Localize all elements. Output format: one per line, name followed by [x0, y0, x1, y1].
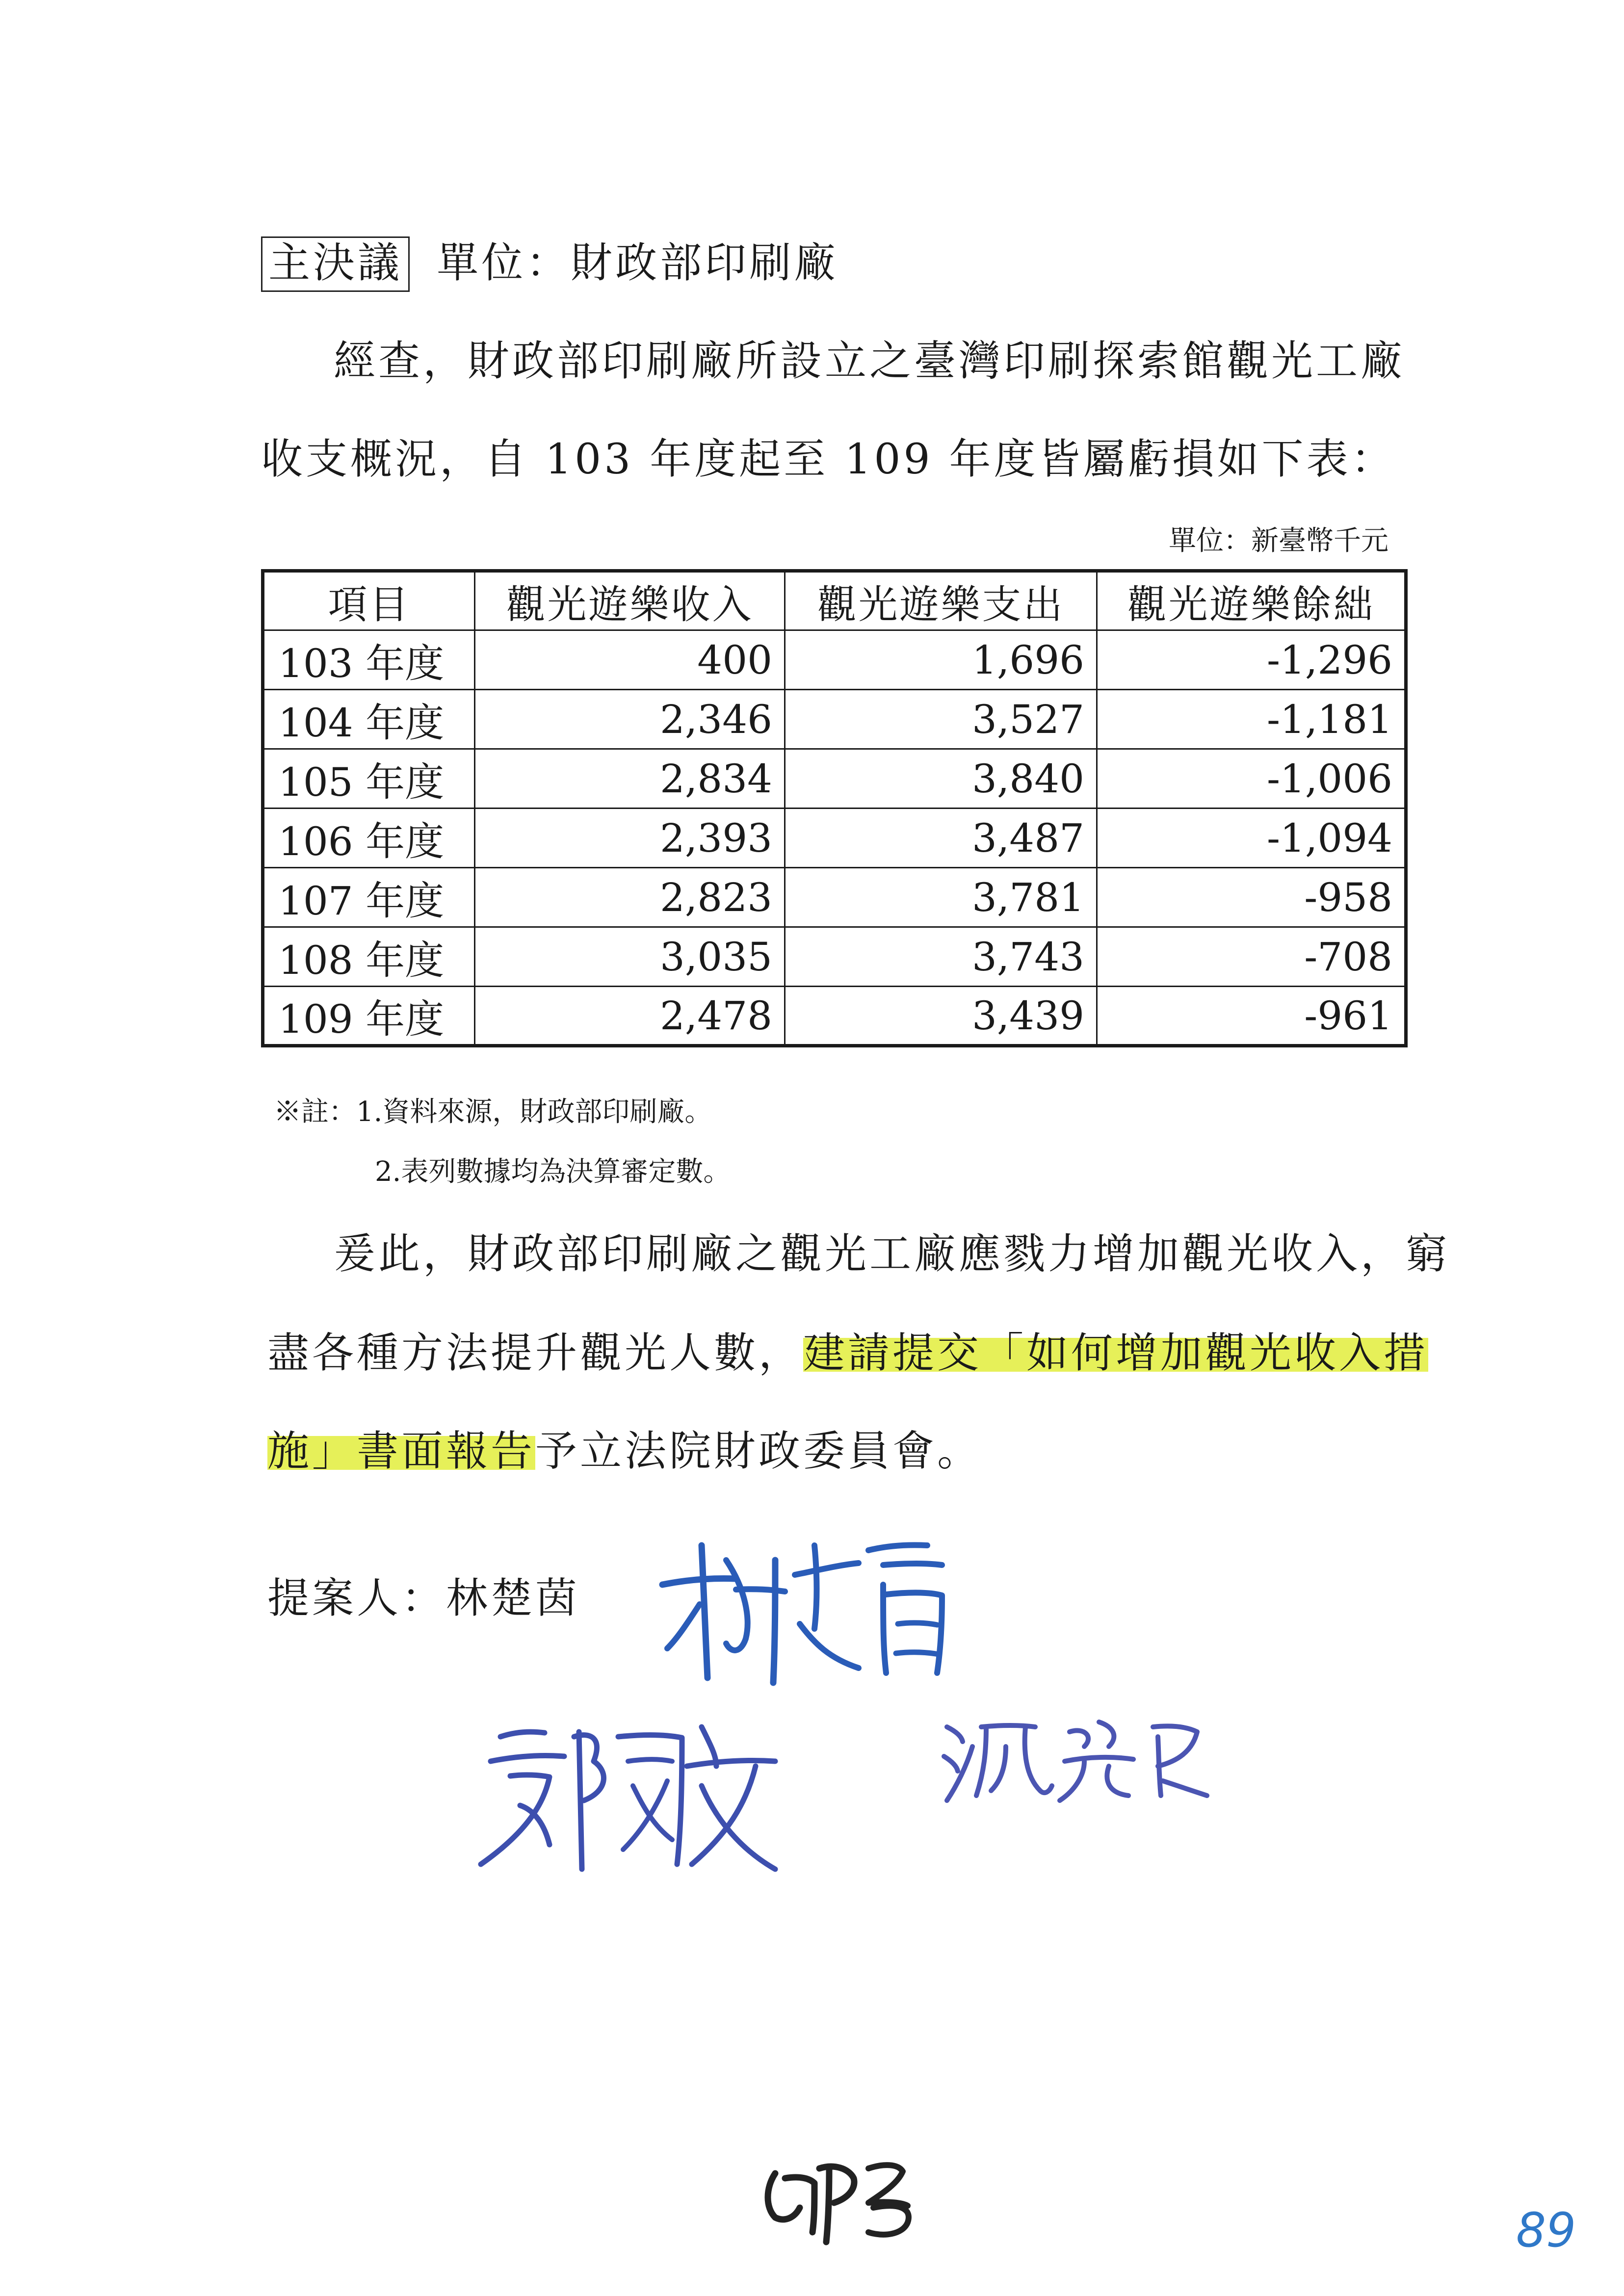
- signature-lin: [653, 1531, 957, 1697]
- value-cell: -708: [1097, 927, 1406, 987]
- value-cell: 1,696: [785, 630, 1097, 690]
- revenue-table: [261, 569, 1408, 1047]
- resolution-tag: 主決議: [261, 236, 410, 292]
- year-cell: 104 年度: [263, 690, 475, 749]
- header-row: [261, 230, 838, 289]
- table-row: [263, 749, 1406, 809]
- signature-kuo: [471, 1707, 785, 1879]
- table-row: [263, 927, 1406, 987]
- value-cell: 2,346: [475, 690, 785, 749]
- highlighted-request: 施」書面報告: [267, 1427, 536, 1476]
- page-number: 89: [1516, 2203, 1576, 2258]
- conclusion-line-2: [267, 1320, 1428, 1380]
- value-cell: -961: [1097, 987, 1406, 1046]
- note-audited: 2.表列數據均為決算審定數。: [375, 1156, 731, 1188]
- value-cell: 2,834: [475, 749, 785, 809]
- value-cell: 3,527: [785, 690, 1097, 749]
- year-cell: 106 年度: [263, 809, 475, 868]
- value-cell: 3,781: [785, 868, 1097, 927]
- value-cell: -1,181: [1097, 690, 1406, 749]
- year-cell: 107 年度: [263, 868, 475, 927]
- conclusion-line-1: 爰此，財政部印刷廠之觀光工廠應戮力增加觀光收入，窮: [334, 1230, 1450, 1278]
- stamp-mark: [756, 2149, 922, 2247]
- intro-line-1: 經查，財政部印刷廠所設立之臺灣印刷探索館觀光工廠: [334, 337, 1406, 386]
- table-row: [263, 868, 1406, 927]
- value-cell: 3,439: [785, 987, 1097, 1046]
- value-cell: 3,035: [475, 927, 785, 987]
- intro-line-2: 收支概況，自 103 年度起至 109 年度皆屬虧損如下表：: [261, 435, 1396, 484]
- signature-shen: [937, 1707, 1212, 1805]
- year-cell: 105 年度: [263, 749, 475, 809]
- value-cell: 3,840: [785, 749, 1097, 809]
- year-cell: 108 年度: [263, 927, 475, 987]
- table-row: [263, 809, 1406, 868]
- value-cell: 2,478: [475, 987, 785, 1046]
- value-cell: -1,094: [1097, 809, 1406, 868]
- table-row: [263, 690, 1406, 749]
- value-cell: 3,743: [785, 927, 1097, 987]
- value-cell: -958: [1097, 868, 1406, 927]
- note-source: ※註：1.資料來源，財政部印刷廠。: [274, 1096, 712, 1128]
- column-header: 觀光遊樂收入: [475, 571, 785, 630]
- year-cell: 109 年度: [263, 987, 475, 1046]
- value-cell: 2,823: [475, 868, 785, 927]
- table-unit: 單位：新臺幣千元: [1169, 525, 1388, 557]
- column-header: 項目: [263, 571, 475, 630]
- value-cell: 2,393: [475, 809, 785, 868]
- value-cell: 3,487: [785, 809, 1097, 868]
- conclusion-text: 盡各種方法提升觀光人數，: [267, 1329, 804, 1378]
- value-cell: 400: [475, 630, 785, 690]
- table-row: [263, 630, 1406, 690]
- value-cell: -1,296: [1097, 630, 1406, 690]
- highlighted-request: 建請提交「如何增加觀光收入措: [803, 1329, 1429, 1378]
- proposer-label: 提案人：林楚茵: [267, 1574, 580, 1623]
- unit-heading: 單位：財政部印刷廠: [437, 239, 839, 287]
- column-header: 觀光遊樂餘絀: [1097, 571, 1406, 630]
- column-header: 觀光遊樂支出: [785, 571, 1097, 630]
- table-row: [263, 987, 1406, 1046]
- table-header-row: [263, 571, 1406, 630]
- value-cell: -1,006: [1097, 749, 1406, 809]
- year-cell: 103 年度: [263, 630, 475, 690]
- conclusion-text: 予立法院財政委員會。: [535, 1427, 982, 1476]
- conclusion-line-3: [267, 1418, 982, 1478]
